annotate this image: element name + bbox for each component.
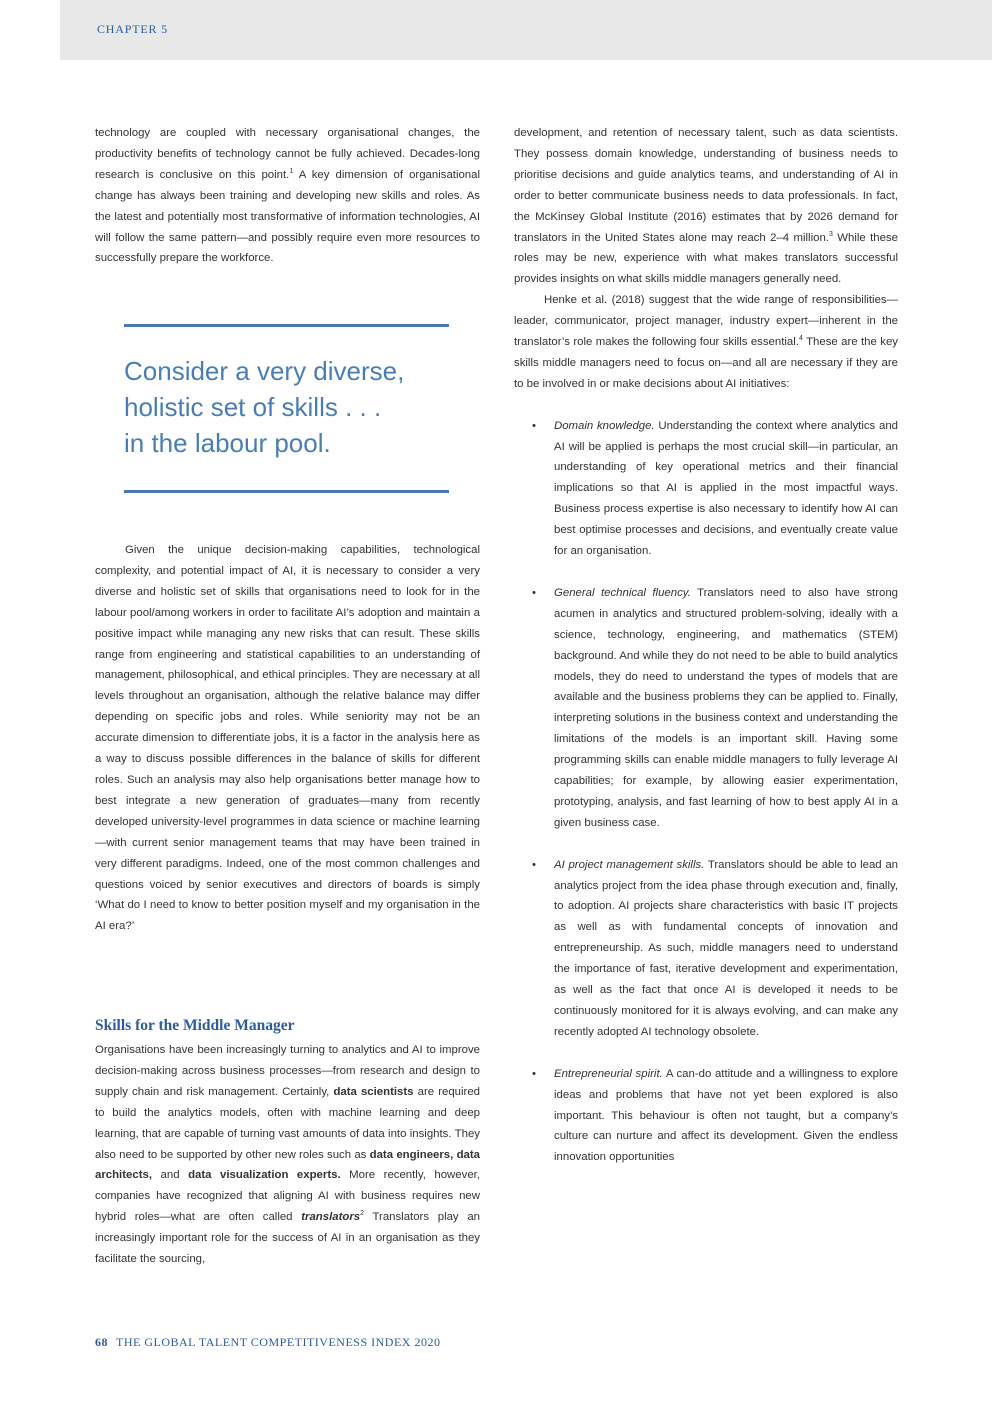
list-item-text: Understanding the context where analytics and AI will be applied is perhaps the most crucial skill—in particular, an understanding of key operational metrics and their financial implications so that AI is applied in the most impactful ways. Business process expertise is also necessary to identify how AI can best optimise processes and decisions, and eventually create value for an organisation. — [554, 419, 898, 558]
term-data-scientists: data scientists — [333, 1085, 414, 1098]
header-band — [60, 0, 992, 60]
term-data-visualization-experts: data visualization experts. — [188, 1169, 341, 1182]
list-item-text: Translators should be able to lead an analytics project from the idea phase through execution and, finally, to adoption. AI projects share characteristics with basic IT projects as well as with fundamental concepts of innovation and entrepreneurship. As such, middle managers need to understand the importance of fast, iterative development and experimentation, as well as the fact that once AI is developed it needs to be continuously monitored for it is always evolving, and can make any recently adopted AI technology obsolete. — [554, 858, 898, 1038]
bullet-icon: • — [532, 586, 536, 599]
skills-list — [514, 416, 898, 1169]
right-paragraph-1: development, and retention of necessary talent, such as data scientists. They possess domain knowledge, understanding of business needs to prioritise decisions and guide analytics teams, and understanding of AI in order to better communicate business needs to data professionals. In fact, the McKinsey Global Institute (2016) estimates that by 2026 demand for translators in the United States alone may reach 2–4 million.$^3$ While these roles may be new, experience with what makes translators successful provides insights on what skills middle managers generally need. — [514, 127, 898, 286]
list-item — [514, 1064, 898, 1169]
page-footer — [95, 1335, 440, 1350]
left-paragraph-3: Organisations have been increasingly turning to analytics and AI to improve decision-making across business processes—from research and design to supply chain and risk management. Certainly, data scientists are required to build the analytics models, often with machine learning and deep learning, that are capable of turning vast amounts of data into insights. They also need to be supported by other new roles such as data engineers, data architects, and data visualization experts. More recently, however, companies have recognized that aligning AI with business requires new hybrid roles—what are often called translators$^2$ Translators play an increasingly important role for the success of AI in an organisation as they facilitate the sourcing, — [95, 1044, 481, 1266]
list-item-title: Entrepreneurial spirit. — [554, 1067, 663, 1080]
chapter-label: CHAPTER 5 — [97, 22, 168, 36]
list-item-title: AI project management skills. — [554, 858, 705, 871]
bullet-icon: • — [532, 858, 536, 871]
left-column-top — [95, 123, 480, 269]
bullet-icon: • — [532, 1067, 536, 1080]
right-paragraph-2: Henke et al. (2018) suggest that the wide range of responsibilities—leader, communicator, project manager, industry expert—inherent in the translator’s role makes the following four skills essential.$^4$ These are the key skills middle managers need to focus on—and all are necessary if they are to be involved in or make decisions about AI initiatives: — [514, 294, 898, 390]
footnote-ref-1: 1 — [289, 168, 294, 176]
list-item-text: A can-do attitude and a willingness to explore ideas and problems that have not yet been explored is also important. This behaviour is often not taught, but a company’s culture can nurture and affect its development. Given the endless innovation opportunities — [554, 1067, 898, 1164]
list-item-title: Domain knowledge. — [554, 419, 655, 432]
term-translators: translators — [301, 1211, 361, 1224]
footnote-ref-2: 2 — [360, 1210, 364, 1218]
term-data-engineers-architects: data engineers, data architects, — [95, 1148, 480, 1182]
list-item — [514, 583, 898, 834]
list-item-title: General technical fluency. — [554, 586, 691, 599]
pull-quote-line-2: holistic set of skills . . . — [124, 392, 382, 422]
list-item — [514, 416, 898, 562]
left-column-middle — [95, 540, 480, 937]
footnote-ref-4: 4 — [798, 335, 803, 343]
page-number: 68 — [95, 1335, 108, 1349]
list-item-text: Translators need to also have strong acumen in analytics and structured problem-solving, ideally with a science, technology, engineering, and mathematics (STEM) background. And while they do not need to be able to build analytics models, they do need to understand the types of models that are available and the business problems they can be applied to. Finally, interpreting solutions in the business context and understanding the limitations of the models is an important skill. Having some programming skills can enable middle managers to fully leverage AI capabilities; for example, by allowing easier experimentation, prototyping, analysis, and fast learning of how to best apply AI in a given business case. — [554, 586, 898, 829]
bullet-icon: • — [532, 419, 536, 432]
right-column — [514, 123, 898, 1189]
publication-title: THE GLOBAL TALENT COMPETITIVENESS INDEX 2020 — [116, 1335, 441, 1349]
left-paragraph-2: Given the unique decision-making capabilities, technological complexity, and potential impact of AI, it is necessary to consider a very diverse and holistic set of skills that organisations need to look for in the labour pool/among workers in order to facilitate AI’s adoption and maintain a positive impact while managing any new risks that can result. These skills range from engineering and statistical capabilities to an understanding of management, philosophical, and ethical principles. They are necessary at all levels throughout an organisation, although the relative balance may differ depending on specific jobs and roles. While seniority may not be an accurate dimension to differentiate jobs, it is a factor in the analysis here as a way to discuss possible differences in the balance of skills for different roles. Such an analysis may also help organisations better manage how to best integrate a new generation of graduates—many from recently developed university-level programmes in data science or machine learning—with current senior management teams that may have been trained in very different paradigms. Indeed, one of the most common challenges and questions voiced by senior executives and directors of boards is simply ‘What do I need to know to better position myself and my organisation in the AI era?’ — [95, 544, 480, 933]
list-item — [514, 855, 898, 1043]
pull-quote-line-3: in the labour pool. — [124, 428, 331, 458]
left-paragraph-1: technology are coupled with necessary organisational changes, the productivity benefits of technology cannot be fully achieved. Decades-long research is conclusive on this point.$^1$ A key dimension of organisational change has always been training and developing new skills and roles. As the latest and potentially most transformative of information technologies, AI will follow the same pattern—and possibly require even more resources to successfully prepare the workforce. — [95, 127, 481, 265]
left-column-bottom — [95, 1040, 480, 1270]
section-heading: Skills for the Middle Manager — [95, 1017, 295, 1034]
pull-quote — [124, 324, 449, 493]
footnote-ref-3: 3 — [828, 230, 833, 238]
pull-quote-line-1: Consider a very diverse, — [124, 356, 405, 386]
